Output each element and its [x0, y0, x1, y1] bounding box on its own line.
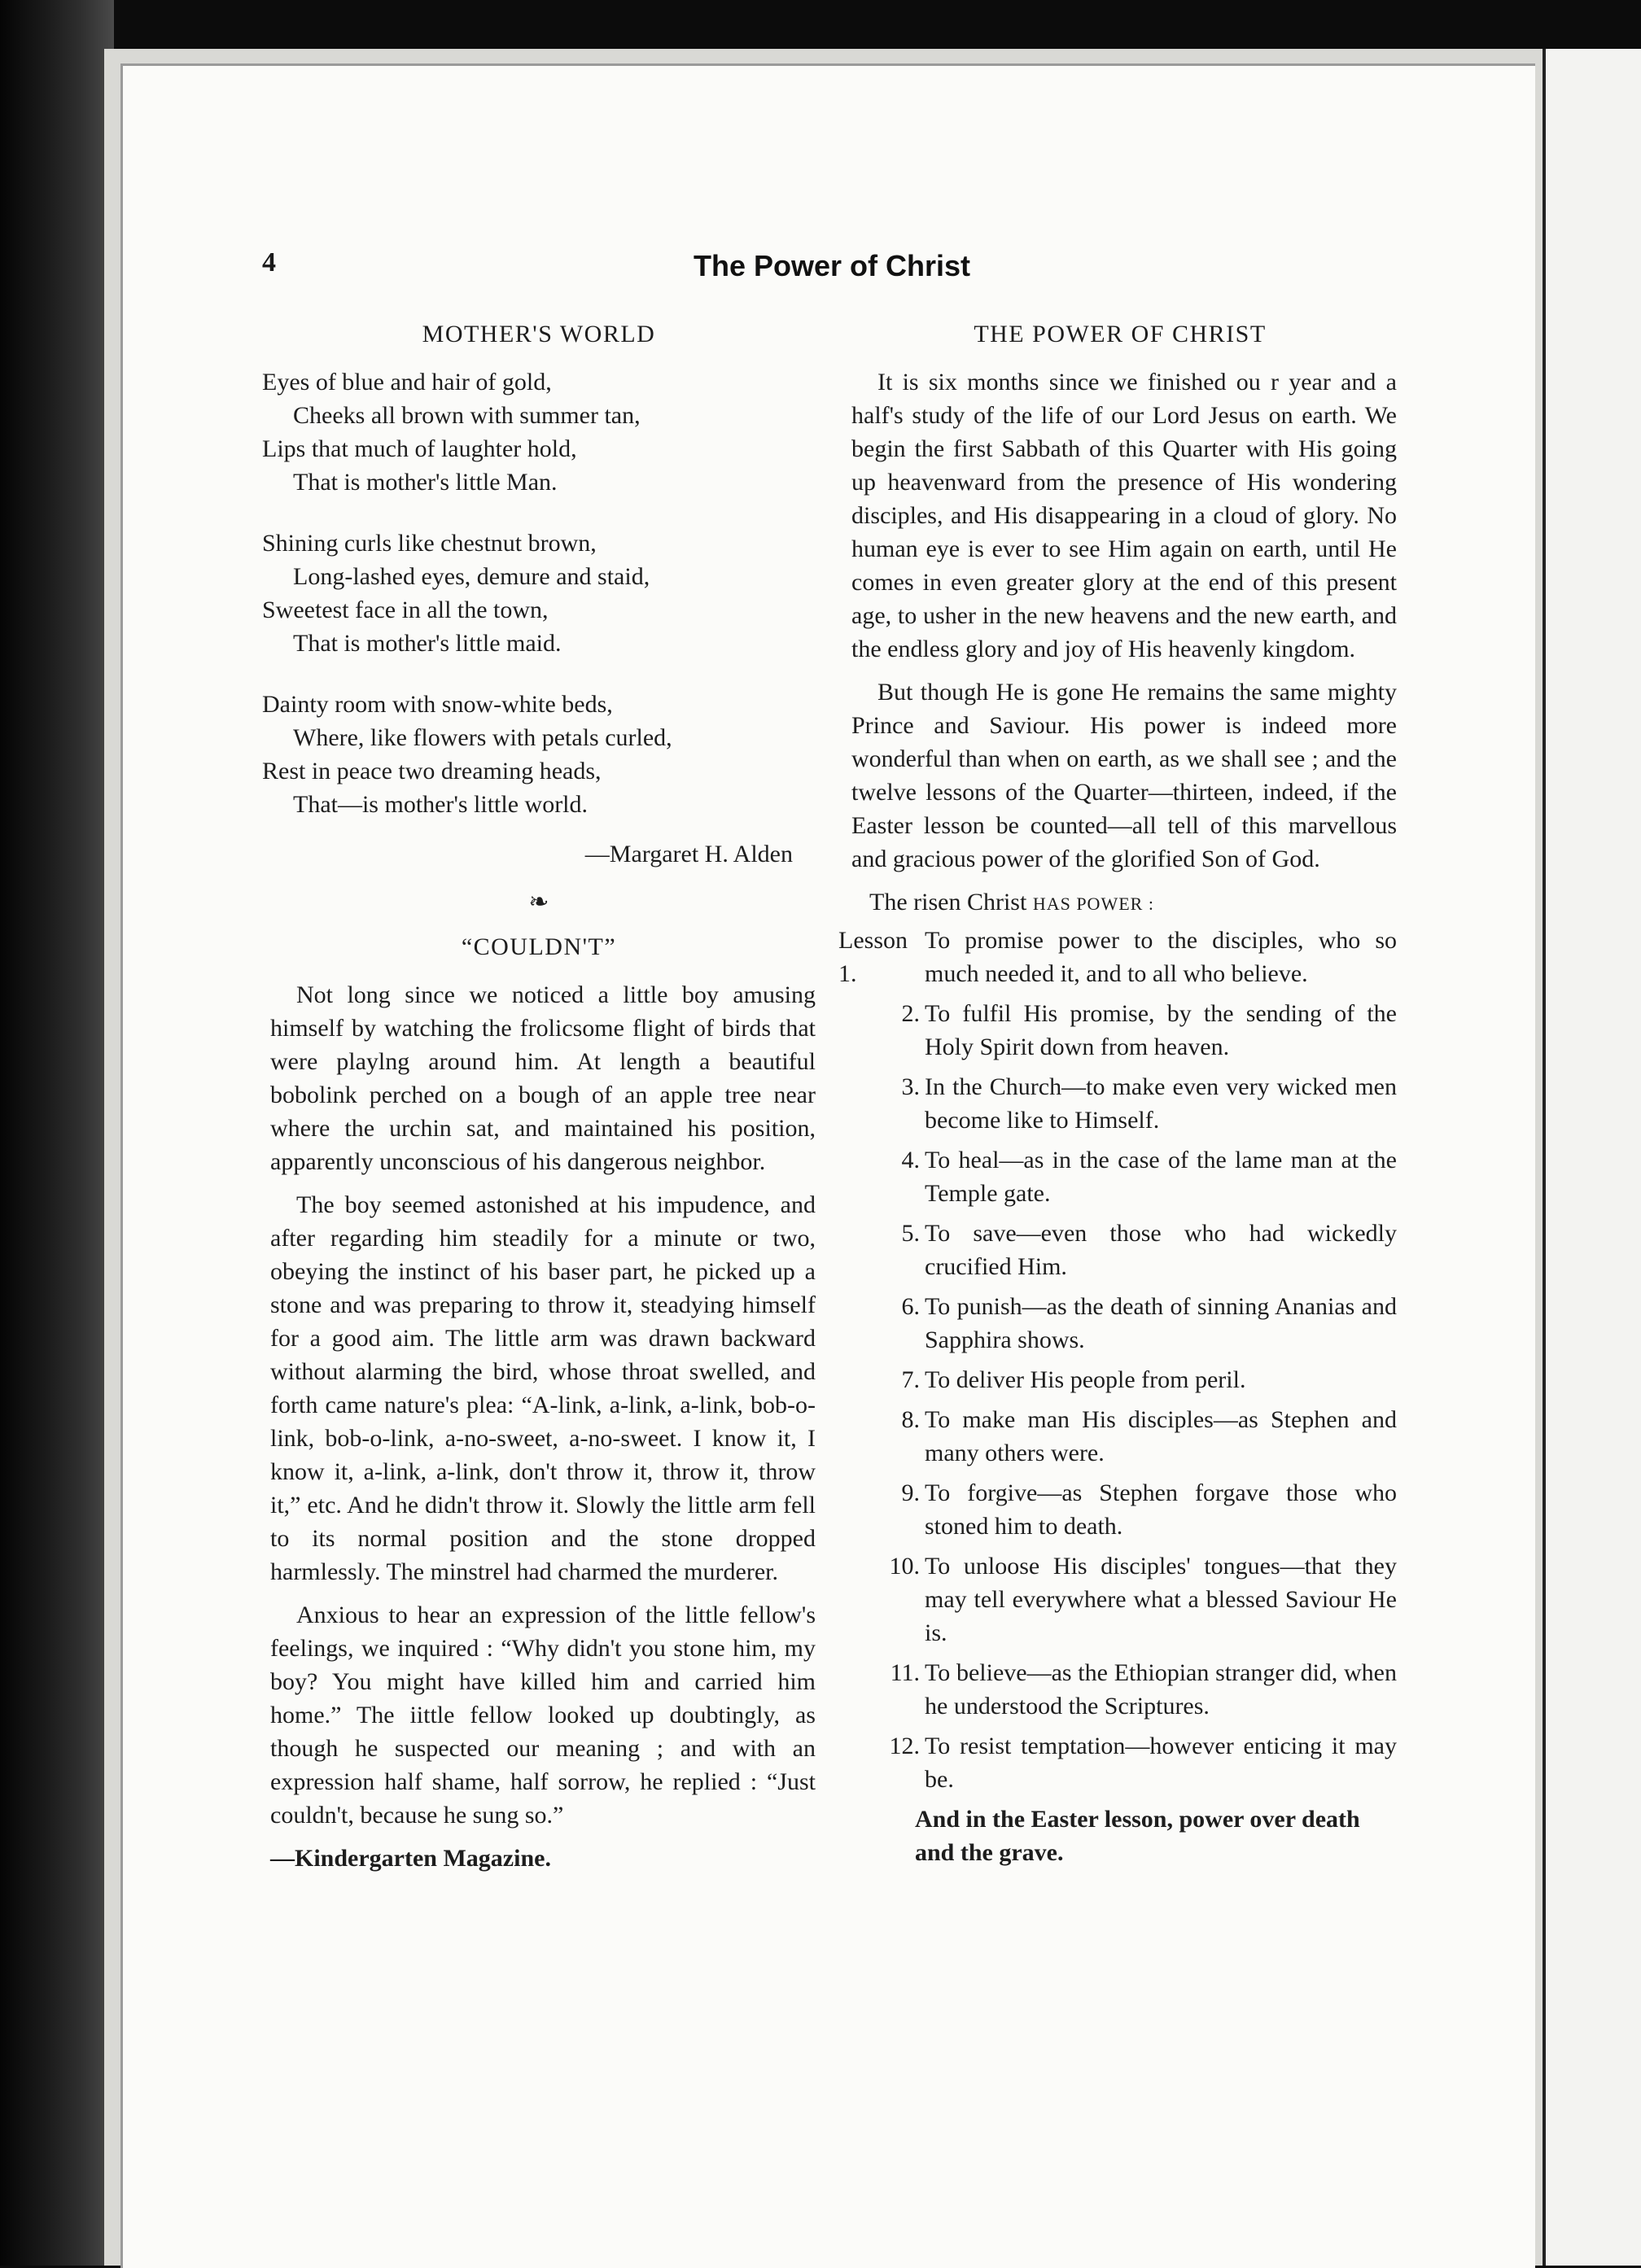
- lesson-item: [843, 1070, 1397, 1137]
- lesson-number: 6.: [901, 1293, 920, 1320]
- poem-stanza: [262, 688, 816, 821]
- lessons-intro-text: The risen Christ: [869, 889, 1027, 916]
- lesson-text: To believe—as the Ethiopian stranger did, when he understood the Scriptures.: [925, 1659, 1397, 1720]
- lesson-text: To punish—as the death of sinning Ananias and Sapphira shows.: [925, 1293, 1397, 1353]
- lesson-text: To save—even those who had wickedly crucified Him.: [925, 1220, 1397, 1280]
- lesson-item: [843, 1656, 1397, 1723]
- lesson-number: 11.: [890, 1659, 920, 1686]
- poem-line: Lips that much of laughter hold,: [262, 435, 577, 462]
- lesson-text: In the Church—to make even very wicked men become like to Himself.: [925, 1073, 1397, 1134]
- story-title: “COULDN'T”: [461, 933, 617, 960]
- facing-page-edge: [1543, 49, 1641, 2266]
- lesson-item: [843, 1143, 1397, 1210]
- lesson-number: 3.: [901, 1073, 920, 1100]
- lesson-item: [843, 1729, 1397, 1796]
- poem-line: That is mother's little maid.: [293, 630, 562, 657]
- lessons-intro-caps: HAS POWER :: [1032, 894, 1154, 914]
- poem-line: Shining curls like chestnut brown,: [262, 530, 597, 557]
- lesson-text: To make man His disciples—as Stephen and many others were.: [925, 1406, 1397, 1466]
- poem-line: Rest in peace two dreaming heads,: [262, 758, 602, 784]
- story-paragraph: The boy seemed astonished at his impudence, and after regarding him steadily for a minute or two, obeying the instinct of his baser part, he picked up a stone and was preparing to throw it, steadying himself for a good aim. The little arm was drawn backward without alarming the bird, whose throat swelled, and forth came nature's plea: “A-link, a-link, a-link, bob-o-link, bob-o-link, a-no-sweet, a-no-sweet. I know it, I know it, a-link, a-link, don't throw it, throw it, throw it,” etc. And he didn't throw it. Slowly the little arm fell to its normal position and the stone dropped harmlessly. The minstrel had charmed the murderer.: [270, 1191, 816, 1585]
- lesson-item: [843, 1217, 1397, 1283]
- poem-stanza: [262, 527, 816, 660]
- poem-line: Where, like flowers with petals curled,: [293, 724, 672, 751]
- lesson-number: 2.: [901, 1000, 920, 1027]
- poem-title: MOTHER'S WORLD: [422, 321, 656, 347]
- lesson-number: Lesson 1.: [838, 927, 908, 987]
- ornament-icon: ❧: [528, 889, 549, 916]
- poem-line: Cheeks all brown with summer tan,: [293, 402, 641, 429]
- poem-stanza: [262, 365, 816, 499]
- article-paragraph: But though He is gone He remains the same mighty Prince and Saviour. His power is indeed more wonderful than when on earth, as we shall see ; and the twelve lessons of the Quarter—thirteen, indeed, if the Easter lesson be counted—all tell of this marvellous and gracious power of the glorified Son of God.: [851, 679, 1397, 872]
- lessons-intro: [843, 885, 1397, 920]
- lesson-item: [843, 1549, 1397, 1650]
- poem-line: Long-lashed eyes, demure and staid,: [293, 563, 650, 590]
- running-title: The Power of Christ: [693, 249, 971, 282]
- book-spine-edge: [0, 0, 114, 2266]
- lesson-number: 8.: [901, 1406, 920, 1433]
- lesson-item: [838, 924, 1397, 990]
- poem-line: That—is mother's little world.: [293, 791, 589, 818]
- lesson-text: To promise power to the disciples, who so much needed it, and to all who believe.: [925, 927, 1397, 987]
- lesson-text: To deliver His people from peril.: [925, 1366, 1246, 1393]
- page-header: [262, 244, 1402, 293]
- story-paragraph: Not long since we noticed a little boy amusing himself by watching the frolicsome flight of birds that were playlng around him. At length a beautiful bobolink perched on a bough of an apple tree near where the urchin sat, and maintained his position, apparently unconscious of his dangerous neighbor.: [270, 981, 816, 1175]
- lesson-number: 7.: [901, 1366, 920, 1393]
- lesson-text: To resist temptation—however enticing it may be.: [925, 1733, 1397, 1793]
- lesson-item: [843, 1290, 1397, 1357]
- story-paragraph: Anxious to hear an expression of the little fellow's feelings, we inquired : “Why didn't you stone him, my boy? You might have killed him and carried him home.” The iittle fellow looked up doubtingly, as though he suspected our meaning ; and with an expression half shame, half sorrow, he replied : “Just couldn't, because he sung so.”: [270, 1602, 816, 1829]
- story-source: —Kindergarten Magazine.: [270, 1845, 551, 1872]
- lesson-item: [843, 997, 1397, 1064]
- lesson-item: [843, 1476, 1397, 1543]
- poem-line: Sweetest face in all the town,: [262, 596, 549, 623]
- lesson-text: To unloose His disciples' tongues—that they may tell everywhere what a blessed Saviour He is.: [925, 1553, 1397, 1646]
- lesson-list: [838, 924, 1397, 1796]
- lesson-text: To heal—as in the case of the lame man at the Temple gate.: [925, 1147, 1397, 1207]
- lesson-text: To fulfil His promise, by the sending of the Holy Spirit down from heaven.: [925, 1000, 1397, 1060]
- article-paragraph: It is six months since we finished ou r year and a half's study of the life of our Lord Jesus on earth. We begin the first Sabbath of this Quarter with His going up heavenward from the presence of His wondering disciples, and His disappearing in a cloud of glory. No human eye is ever to see Him again on earth, until He comes in even greater glory at the end of this present age, to usher in the new heavens and the new earth, and the endless glory and joy of His heavenly kingdom.: [851, 369, 1397, 662]
- lesson-number: 9.: [901, 1479, 920, 1506]
- left-column: [262, 317, 816, 1875]
- poem-line: That is mother's little Man.: [293, 469, 558, 496]
- lesson-number: 4.: [901, 1147, 920, 1173]
- lesson-number: 12.: [889, 1733, 920, 1759]
- poem-attribution: —Margaret H. Alden: [584, 841, 793, 867]
- lesson-number: 10.: [889, 1553, 920, 1580]
- poem-line: Eyes of blue and hair of gold,: [262, 369, 552, 395]
- lesson-number: 5.: [901, 1220, 920, 1247]
- lesson-text: To forgive—as Stephen forgave those who stoned him to death.: [925, 1479, 1397, 1540]
- poem-line: Dainty room with snow-white beds,: [262, 691, 613, 718]
- lesson-item: [843, 1363, 1397, 1396]
- easter-lesson: And in the Easter lesson, power over death and the grave.: [915, 1806, 1360, 1866]
- right-column: [838, 317, 1397, 1869]
- article-title: THE POWER OF CHRIST: [974, 321, 1267, 347]
- lesson-item: [843, 1403, 1397, 1470]
- page-number: 4: [262, 247, 276, 277]
